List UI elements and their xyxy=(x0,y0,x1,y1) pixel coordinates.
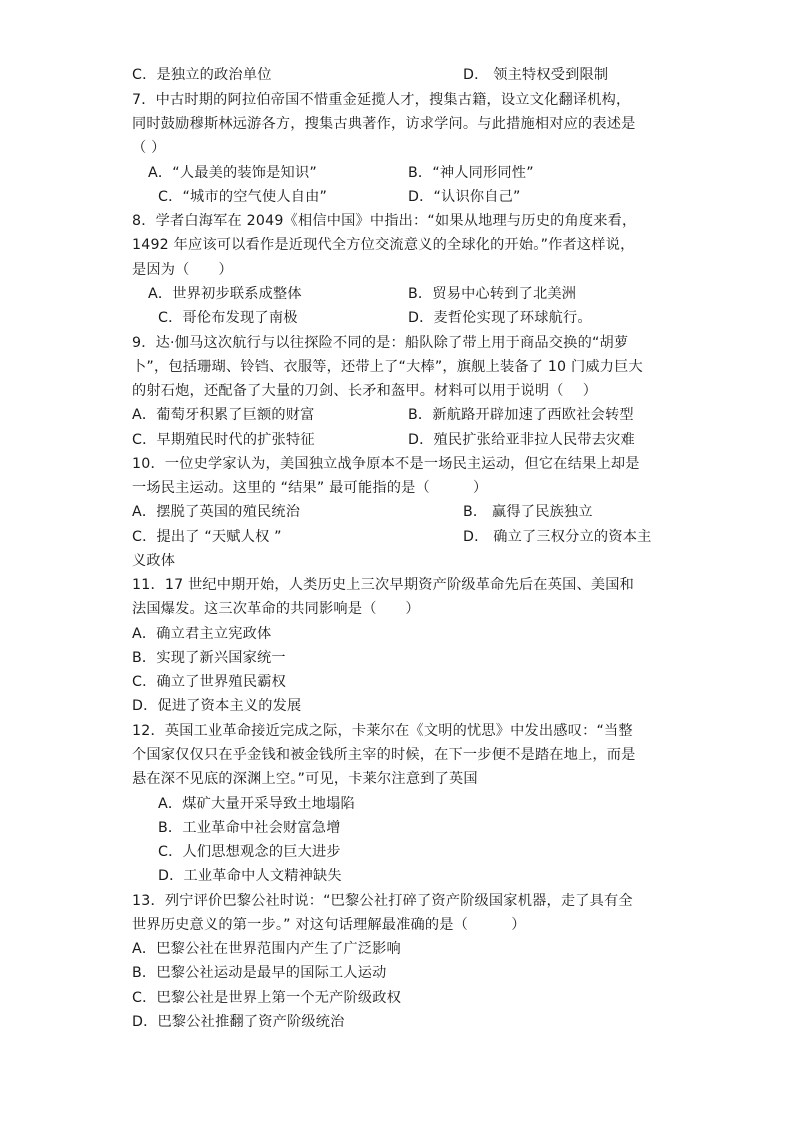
q9-option-c: C．早期殖民时代的扩张特征 xyxy=(132,432,315,448)
q10-option-b: B． 赢得了民族独立 xyxy=(463,504,593,520)
q11-option-b: B．实现了新兴国家统一 xyxy=(132,650,286,666)
q9-stem-line-1: 9．达·伽马这次航行与以往探险不同的是：船队除了带上用于商品交换的“胡萝 xyxy=(132,335,629,351)
q8-option-b: B．贸易中心转到了北美洲 xyxy=(408,286,577,302)
q8-option-d: D．麦哲伦实现了环球航行。 xyxy=(408,310,592,326)
q12-stem-line-1: 12．英国工业革命接近完成之际，卡莱尔在《文明的忧思》中发出感叹：“当整 xyxy=(132,723,633,739)
q8-stem-line-2: 1492 年应该可以看作是近现代全方位交流意义的全球化的开始。”作者这样说， xyxy=(132,237,635,253)
q12-option-d: D．工业革命中人文精神缺失 xyxy=(158,868,342,884)
q8-stem-line-3: 是因为（ ） xyxy=(132,262,233,278)
q12-option-c: C．人们思想观念的巨大进步 xyxy=(158,844,341,860)
q7-option-b: B．“神人同形同性” xyxy=(408,165,534,181)
q10-option-d-continued: 义政体 xyxy=(132,553,176,569)
q13-option-b: B．巴黎公社运动是最早的国际工人运动 xyxy=(132,965,387,981)
q6-option-d: D． 领主特权受到限制 xyxy=(463,67,609,83)
q13-option-d: D．巴黎公社推翻了资产阶级统治 xyxy=(132,1014,345,1030)
q13-stem-line-2: 世界历史意义的第一步。” 对这句话理解最准确的是（ ） xyxy=(132,917,526,933)
q9-stem-line-2: 卜”，包括珊瑚、铃铛、衣服等，还带上了“大棒”，旗舰上装备了 10 门威力巨大 xyxy=(132,359,643,375)
q9-option-b: B．新航路开辟加速了西欧社会转型 xyxy=(408,407,634,423)
q10-option-a: A．摆脱了英国的殖民统治 xyxy=(132,504,301,520)
q9-option-a: A．葡萄牙积累了巨额的财富 xyxy=(132,407,315,423)
q7-stem-line-3: （ ） xyxy=(132,140,166,156)
q8-option-c: C．哥伦布发现了南极 xyxy=(158,310,298,326)
q10-option-c: C．提出了 “天赋人权 ” xyxy=(132,529,282,545)
q13-option-c: C．巴黎公社是世界上第一个无产阶级政权 xyxy=(132,990,402,1006)
q10-option-d: D． 确立了三权分立的资本主 xyxy=(463,529,652,545)
q11-option-c: C．确立了世界殖民霸权 xyxy=(132,674,286,690)
q11-stem-line-2: 法国爆发。这三次革命的共同影响是（ ） xyxy=(132,601,420,617)
q10-stem-line-2: 一场民主运动。这里的 “结果” 最可能指的是（ ） xyxy=(132,480,488,496)
q9-option-d: D．殖民扩张给亚非拉人民带去灾难 xyxy=(408,432,635,448)
q9-stem-line-3: 的射石炮，还配备了大量的刀剑、长矛和盔甲。材料可以用于说明（ ） xyxy=(132,383,598,399)
q10-stem-line-1: 10．一位史学家认为，美国独立战争原本不是一场民主运动，但它在结果上却是 xyxy=(132,456,640,472)
q12-option-a: A．煤矿大量开采导致土地塌陷 xyxy=(158,796,355,812)
q11-stem-line-1: 11．17 世纪中期开始，人类历史上三次早期资产阶级革命先后在英国、美国和 xyxy=(132,577,635,593)
q7-option-a: A．“人最美的装饰是知识” xyxy=(148,165,317,181)
q13-option-a: A．巴黎公社在世界范围内产生了广泛影响 xyxy=(132,941,401,957)
q12-option-b: B．工业革命中社会财富急增 xyxy=(158,820,341,836)
q7-option-d: D．“认识你自己” xyxy=(408,189,521,205)
q7-stem-line-2: 同时鼓励穆斯林远游各方，搜集古典著作，访求学问。与此措施相对应的表述是 xyxy=(132,116,636,132)
q12-stem-line-2: 个国家仅仅只在乎金钱和被金钱所主宰的时候，在下一步便不是踏在地上，而是 xyxy=(132,747,636,763)
q7-option-c: C．“城市的空气使人自由” xyxy=(158,189,328,205)
q12-stem-line-3: 悬在深不见底的深渊上空。”可见，卡莱尔注意到了英国 xyxy=(132,771,478,787)
q11-option-a: A．确立君主立宪政体 xyxy=(132,626,272,642)
q11-option-d: D．促进了资本主义的发展 xyxy=(132,698,302,714)
q7-stem-line-1: 7．中古时期的阿拉伯帝国不惜重金延揽人才，搜集古籍，设立文化翻译机构， xyxy=(132,92,631,108)
q8-option-a: A．世界初步联系成整体 xyxy=(148,286,302,302)
q13-stem-line-1: 13．列宁评价巴黎公社时说：“巴黎公社打碎了资产阶级国家机器，走了具有全 xyxy=(132,893,633,909)
q6-option-c: C．是独立的政治单位 xyxy=(132,67,272,83)
q8-stem-line-1: 8．学者白海军在 2049《相信中国》中指出：“如果从地理与历史的角度来看， xyxy=(132,213,637,229)
